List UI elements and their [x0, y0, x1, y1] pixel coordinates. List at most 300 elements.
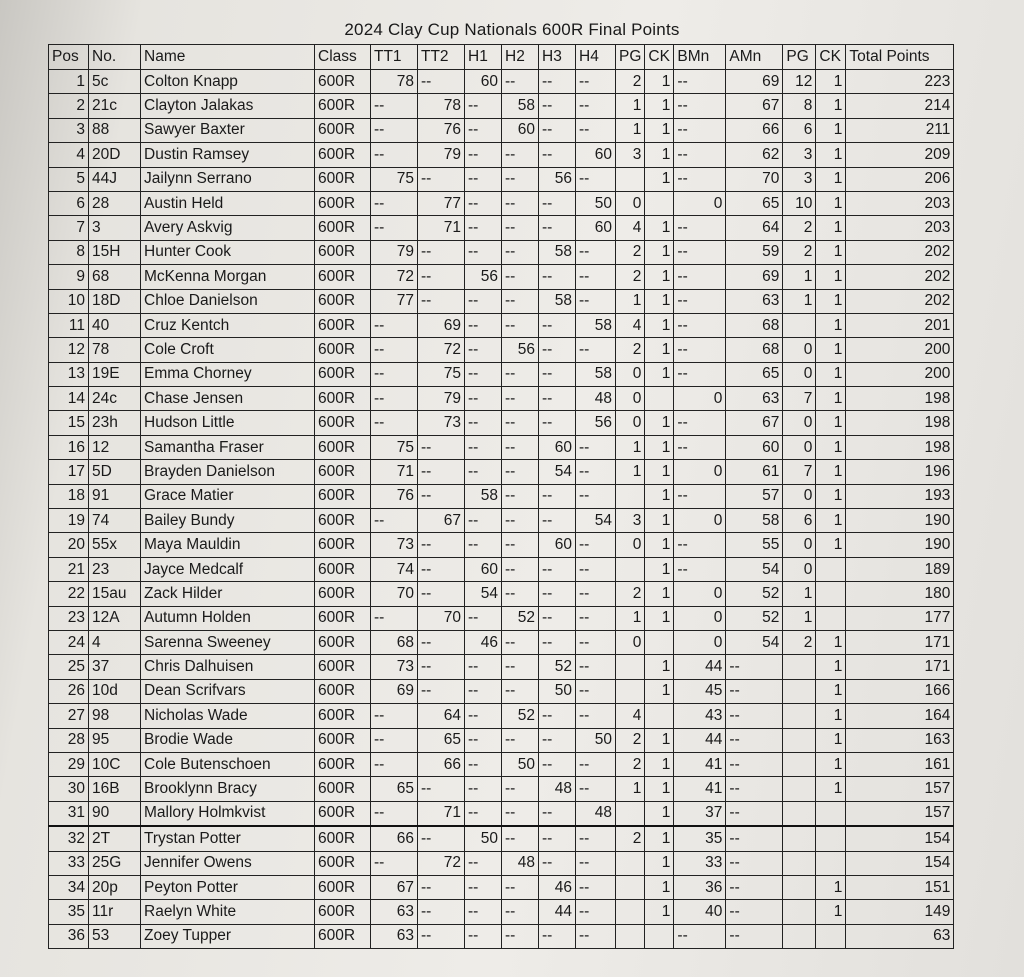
table-cell: 46 — [465, 630, 502, 654]
table-cell: -- — [502, 240, 539, 264]
table-cell: -- — [371, 216, 418, 240]
table-cell: -- — [371, 704, 418, 728]
table-cell: Colton Knapp — [141, 70, 315, 94]
table-cell: -- — [576, 240, 616, 264]
table-cell: -- — [674, 289, 726, 313]
table-row — [49, 728, 954, 752]
table-cell: -- — [502, 679, 539, 703]
table-cell: 5c — [89, 70, 141, 94]
table-cell: 54 — [539, 460, 576, 484]
table-cell: -- — [418, 777, 465, 801]
table-row — [49, 557, 954, 581]
table-cell: 63 — [371, 924, 418, 948]
table-cell — [783, 900, 816, 924]
table-cell: 57 — [726, 484, 783, 508]
table-cell: 7 — [783, 460, 816, 484]
table-cell: -- — [726, 924, 783, 948]
table-cell: 7 — [783, 387, 816, 411]
table-cell: 0 — [616, 411, 645, 435]
table-cell: 77 — [418, 191, 465, 215]
table-cell: -- — [726, 752, 783, 776]
table-cell: -- — [726, 679, 783, 703]
table-cell: 1 — [645, 533, 674, 557]
table-cell: 1 — [616, 606, 645, 630]
table-cell: 0 — [674, 582, 726, 606]
table-cell: 77 — [371, 289, 418, 313]
table-cell: 50 — [576, 728, 616, 752]
table-cell: 6 — [783, 118, 816, 142]
table-cell: 203 — [846, 216, 954, 240]
table-cell: Cole Croft — [141, 338, 315, 362]
table-cell: -- — [674, 265, 726, 289]
table-cell: 75 — [371, 435, 418, 459]
table-cell: 33 — [49, 851, 89, 875]
table-cell: 23 — [49, 606, 89, 630]
table-cell: 1 — [645, 70, 674, 94]
table-cell: 32 — [49, 826, 89, 851]
table-cell: -- — [576, 826, 616, 851]
table-cell: 600R — [315, 900, 371, 924]
table-cell: 1 — [645, 582, 674, 606]
table-cell: 600R — [315, 70, 371, 94]
table-cell: -- — [502, 728, 539, 752]
table-cell: -- — [726, 704, 783, 728]
table-row — [49, 533, 954, 557]
table-cell: 28 — [89, 191, 141, 215]
table-header — [49, 45, 954, 70]
table-cell: 0 — [783, 411, 816, 435]
table-cell: 1 — [616, 94, 645, 118]
column-header: TT2 — [418, 45, 465, 70]
table-cell: 190 — [846, 509, 954, 533]
table-cell: Hudson Little — [141, 411, 315, 435]
table-cell: -- — [502, 411, 539, 435]
table-cell: 1 — [645, 752, 674, 776]
table-cell: -- — [576, 679, 616, 703]
table-cell — [783, 826, 816, 851]
document-title: 2024 Clay Cup Nationals 600R Final Points — [344, 20, 680, 39]
table-row — [49, 630, 954, 654]
table-cell: -- — [576, 752, 616, 776]
table-cell: 4 — [616, 704, 645, 728]
table-cell: 52 — [726, 606, 783, 630]
table-cell: -- — [576, 851, 616, 875]
table-cell: 1 — [616, 289, 645, 313]
table-cell: 1 — [645, 216, 674, 240]
table-cell: 0 — [616, 387, 645, 411]
table-cell: -- — [539, 728, 576, 752]
table-cell: 600R — [315, 679, 371, 703]
table-cell: 60 — [726, 435, 783, 459]
table-cell: -- — [371, 801, 418, 826]
table-cell: -- — [674, 240, 726, 264]
table-cell: -- — [465, 216, 502, 240]
table-cell: 12A — [89, 606, 141, 630]
table-cell: 3 — [49, 118, 89, 142]
table-cell: 1 — [816, 655, 846, 679]
table-cell: 24 — [49, 630, 89, 654]
table-cell: -- — [674, 313, 726, 337]
table-cell: 2 — [783, 240, 816, 264]
table-cell — [616, 679, 645, 703]
table-cell: 70 — [726, 167, 783, 191]
table-cell: -- — [418, 679, 465, 703]
table-cell: 66 — [418, 752, 465, 776]
table-cell: 69 — [726, 70, 783, 94]
table-cell: 1 — [645, 240, 674, 264]
table-cell: 600R — [315, 509, 371, 533]
column-header: CK — [645, 45, 674, 70]
table-cell: Avery Askvig — [141, 216, 315, 240]
table-cell: 3 — [616, 143, 645, 167]
table-cell: 79 — [371, 240, 418, 264]
table-cell: -- — [539, 557, 576, 581]
table-cell: 0 — [674, 460, 726, 484]
table-cell: -- — [371, 752, 418, 776]
table-row — [49, 338, 954, 362]
table-cell — [816, 851, 846, 875]
table-cell: 0 — [616, 191, 645, 215]
column-header: Pos — [49, 45, 89, 70]
table-cell: Cruz Kentch — [141, 313, 315, 337]
table-cell: 78 — [418, 94, 465, 118]
table-cell: Brayden Danielson — [141, 460, 315, 484]
table-cell: 1 — [816, 94, 846, 118]
table-cell: -- — [502, 265, 539, 289]
table-cell — [816, 582, 846, 606]
table-cell: 78 — [89, 338, 141, 362]
table-cell: 55x — [89, 533, 141, 557]
table-cell: 1 — [645, 118, 674, 142]
table-cell: 1 — [783, 606, 816, 630]
table-cell: -- — [502, 801, 539, 826]
table-cell — [616, 655, 645, 679]
table-cell: -- — [371, 411, 418, 435]
table-cell — [783, 704, 816, 728]
table-cell: 600R — [315, 826, 371, 851]
table-cell — [645, 191, 674, 215]
table-cell: 2 — [783, 630, 816, 654]
table-cell: -- — [576, 70, 616, 94]
table-cell: 1 — [645, 679, 674, 703]
table-cell: 37 — [89, 655, 141, 679]
table-cell: 2 — [616, 70, 645, 94]
table-cell: 1 — [816, 289, 846, 313]
table-row — [49, 655, 954, 679]
table-cell — [783, 752, 816, 776]
table-cell: 600R — [315, 313, 371, 337]
table-cell: 1 — [816, 240, 846, 264]
table-cell: 58 — [539, 240, 576, 264]
table-cell: -- — [576, 606, 616, 630]
table-cell: 1 — [645, 143, 674, 167]
table-cell: Grace Matier — [141, 484, 315, 508]
table-cell: 0 — [674, 606, 726, 630]
table-cell: 1 — [816, 679, 846, 703]
table-cell: Austin Held — [141, 191, 315, 215]
table-cell: -- — [418, 900, 465, 924]
column-header: CK — [816, 45, 846, 70]
table-cell: 1 — [816, 728, 846, 752]
table-cell: -- — [539, 191, 576, 215]
table-cell: 20 — [49, 533, 89, 557]
table-cell: -- — [418, 167, 465, 191]
table-cell: 1 — [645, 167, 674, 191]
table-cell: 50 — [465, 826, 502, 851]
column-header: Total Points — [846, 45, 954, 70]
table-cell: 9 — [49, 265, 89, 289]
column-header: TT1 — [371, 45, 418, 70]
table-cell: 11r — [89, 900, 141, 924]
table-cell: 75 — [371, 167, 418, 191]
table-cell: 1 — [645, 728, 674, 752]
table-row — [49, 167, 954, 191]
table-cell: Raelyn White — [141, 900, 315, 924]
table-cell: 600R — [315, 411, 371, 435]
table-cell: Hunter Cook — [141, 240, 315, 264]
table-cell: 1 — [645, 362, 674, 386]
table-cell: 190 — [846, 533, 954, 557]
table-cell: 600R — [315, 704, 371, 728]
table-cell: 1 — [816, 900, 846, 924]
table-cell: 1 — [645, 484, 674, 508]
table-row — [49, 679, 954, 703]
table-cell: -- — [371, 606, 418, 630]
table-row — [49, 94, 954, 118]
table-cell: 44 — [539, 900, 576, 924]
table-cell: -- — [502, 630, 539, 654]
table-cell: 58 — [576, 313, 616, 337]
table-cell: -- — [502, 191, 539, 215]
table-cell: 600R — [315, 557, 371, 581]
table-cell: -- — [726, 851, 783, 875]
table-cell: -- — [418, 924, 465, 948]
column-header: H4 — [576, 45, 616, 70]
table-cell: 1 — [783, 265, 816, 289]
table-cell: 600R — [315, 362, 371, 386]
column-header: PG — [783, 45, 816, 70]
table-cell: Jailynn Serrano — [141, 167, 315, 191]
table-cell: 1 — [816, 630, 846, 654]
table-row — [49, 509, 954, 533]
table-cell: -- — [502, 435, 539, 459]
table-cell: 72 — [418, 851, 465, 875]
table-cell: 0 — [783, 338, 816, 362]
table-row — [49, 265, 954, 289]
table-cell — [645, 387, 674, 411]
table-cell: 60 — [502, 118, 539, 142]
table-cell: -- — [539, 509, 576, 533]
table-cell: -- — [539, 338, 576, 362]
table-cell: -- — [418, 484, 465, 508]
table-cell: 600R — [315, 289, 371, 313]
table-cell: 68 — [726, 313, 783, 337]
table-cell: -- — [539, 752, 576, 776]
table-cell: 95 — [89, 728, 141, 752]
table-cell — [783, 851, 816, 875]
table-cell: 74 — [371, 557, 418, 581]
table-cell: -- — [539, 801, 576, 826]
table-cell: 40 — [674, 900, 726, 924]
table-cell: 600R — [315, 191, 371, 215]
table-cell: -- — [674, 70, 726, 94]
table-row — [49, 143, 954, 167]
table-cell: 63 — [846, 924, 954, 948]
table-cell: 1 — [616, 118, 645, 142]
table-cell: -- — [576, 338, 616, 362]
table-cell: -- — [576, 900, 616, 924]
table-cell: 600R — [315, 167, 371, 191]
table-cell: Chloe Danielson — [141, 289, 315, 313]
table-cell: 52 — [502, 704, 539, 728]
table-cell: 1 — [816, 118, 846, 142]
table-cell: 1 — [645, 606, 674, 630]
table-cell: 1 — [816, 387, 846, 411]
table-cell: -- — [502, 70, 539, 94]
table-cell: 149 — [846, 900, 954, 924]
table-cell: 2 — [616, 338, 645, 362]
table-cell: -- — [539, 94, 576, 118]
table-cell: 3 — [783, 167, 816, 191]
table-cell: 34 — [49, 875, 89, 899]
table-cell: 60 — [539, 435, 576, 459]
table-cell: 59 — [726, 240, 783, 264]
table-cell: 1 — [616, 460, 645, 484]
table-cell: 68 — [726, 338, 783, 362]
table-cell — [783, 313, 816, 337]
table-cell: -- — [576, 582, 616, 606]
table-cell: 20p — [89, 875, 141, 899]
table-cell: -- — [371, 94, 418, 118]
table-cell: -- — [418, 289, 465, 313]
table-cell: -- — [726, 875, 783, 899]
table-cell: -- — [465, 900, 502, 924]
table-cell: 1 — [645, 826, 674, 851]
table-cell: 7 — [49, 216, 89, 240]
table-cell — [616, 557, 645, 581]
table-cell: 4 — [89, 630, 141, 654]
table-cell: 18 — [49, 484, 89, 508]
table-cell: -- — [418, 655, 465, 679]
table-cell: 1 — [816, 704, 846, 728]
table-cell: -- — [502, 826, 539, 851]
table-cell: -- — [371, 509, 418, 533]
table-cell: -- — [539, 143, 576, 167]
table-cell: -- — [502, 924, 539, 948]
table-cell: 5 — [49, 167, 89, 191]
table-cell: -- — [465, 704, 502, 728]
table-cell: 1 — [49, 70, 89, 94]
table-cell: 1 — [645, 411, 674, 435]
table-cell — [816, 606, 846, 630]
table-cell: -- — [502, 582, 539, 606]
table-cell: 90 — [89, 801, 141, 826]
table-cell: -- — [465, 533, 502, 557]
table-cell: 4 — [616, 313, 645, 337]
table-cell: -- — [465, 924, 502, 948]
table-cell: 154 — [846, 826, 954, 851]
table-cell: 1 — [816, 875, 846, 899]
table-cell: -- — [674, 484, 726, 508]
table-cell: 26 — [49, 679, 89, 703]
table-cell: 1 — [616, 777, 645, 801]
table-cell: -- — [465, 362, 502, 386]
table-cell: -- — [674, 411, 726, 435]
table-row — [49, 924, 954, 948]
table-cell: 161 — [846, 752, 954, 776]
table-cell: -- — [539, 630, 576, 654]
table-cell: -- — [674, 94, 726, 118]
table-row — [49, 362, 954, 386]
table-cell: 0 — [674, 630, 726, 654]
table-cell: 16B — [89, 777, 141, 801]
table-cell: 151 — [846, 875, 954, 899]
table-cell: -- — [576, 435, 616, 459]
table-cell: 35 — [49, 900, 89, 924]
table-cell: 60 — [539, 533, 576, 557]
table-cell: 8 — [783, 94, 816, 118]
table-cell: 35 — [674, 826, 726, 851]
table-cell: -- — [539, 313, 576, 337]
table-cell: 63 — [726, 289, 783, 313]
column-header: Name — [141, 45, 315, 70]
table-cell: 48 — [576, 387, 616, 411]
table-cell: Peyton Potter — [141, 875, 315, 899]
table-cell: Sarenna Sweeney — [141, 630, 315, 654]
table-cell: -- — [539, 411, 576, 435]
table-cell: -- — [465, 313, 502, 337]
column-header: H3 — [539, 45, 576, 70]
table-cell: -- — [418, 70, 465, 94]
table-cell: -- — [465, 509, 502, 533]
table-cell: -- — [726, 655, 783, 679]
table-cell — [616, 875, 645, 899]
table-cell: 40 — [89, 313, 141, 337]
table-cell: 46 — [539, 875, 576, 899]
table-cell: -- — [674, 167, 726, 191]
table-cell: 2 — [616, 752, 645, 776]
table-cell: 30 — [49, 777, 89, 801]
table-cell: 60 — [465, 70, 502, 94]
table-cell — [645, 704, 674, 728]
table-cell — [783, 801, 816, 826]
table-cell: 600R — [315, 216, 371, 240]
table-cell: 0 — [783, 435, 816, 459]
table-cell: -- — [465, 387, 502, 411]
table-cell: 1 — [645, 94, 674, 118]
table-cell: Autumn Holden — [141, 606, 315, 630]
table-cell: Trystan Potter — [141, 826, 315, 851]
table-cell: 71 — [371, 460, 418, 484]
table-cell: Jayce Medcalf — [141, 557, 315, 581]
table-cell: 198 — [846, 411, 954, 435]
table-cell: 1 — [783, 582, 816, 606]
table-cell: 18D — [89, 289, 141, 313]
table-cell: 1 — [645, 851, 674, 875]
table-cell: -- — [371, 728, 418, 752]
table-cell: 0 — [674, 387, 726, 411]
table-cell: -- — [539, 582, 576, 606]
table-cell: 200 — [846, 338, 954, 362]
table-cell: -- — [418, 875, 465, 899]
table-cell: Nicholas Wade — [141, 704, 315, 728]
table-cell: Zoey Tupper — [141, 924, 315, 948]
table-cell: 600R — [315, 338, 371, 362]
table-cell: 19E — [89, 362, 141, 386]
table-cell — [783, 924, 816, 948]
table-cell: -- — [502, 387, 539, 411]
table-cell: 73 — [371, 655, 418, 679]
